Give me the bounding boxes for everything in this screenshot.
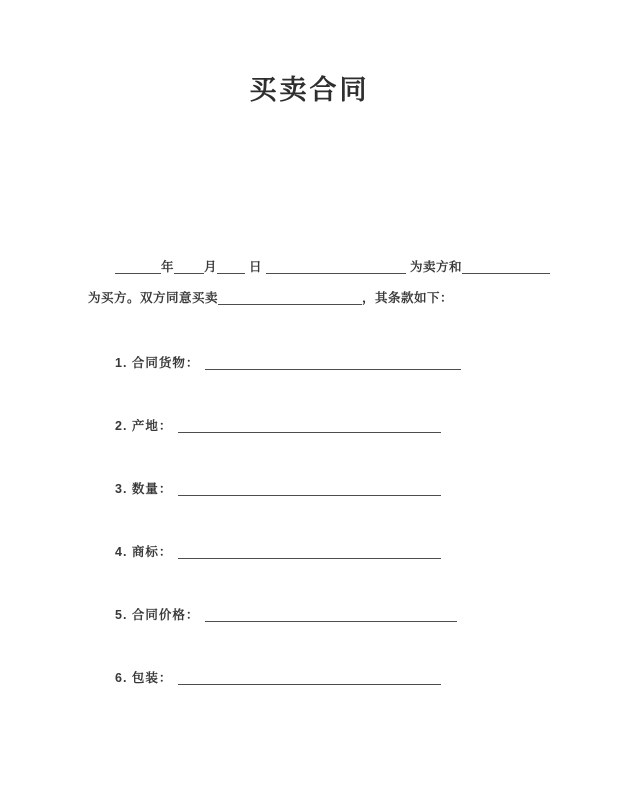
fill-in-blank — [178, 483, 441, 496]
fill-in-blank — [178, 420, 441, 433]
item-label: 5. 合同价格： — [115, 608, 200, 622]
fill-in-blank — [178, 546, 441, 559]
intro-text: 月 — [204, 260, 218, 274]
item-label: 1. 合同货物： — [115, 356, 200, 370]
intro-line-2 — [88, 283, 536, 314]
intro-text: ，其条款如下： — [362, 291, 454, 305]
fill-in-blank — [115, 261, 161, 274]
fill-in-blank — [205, 357, 461, 370]
fill-in-blank — [205, 609, 457, 622]
fill-in-blank — [174, 261, 204, 274]
fill-in-blank — [178, 672, 441, 685]
intro-text: 为卖方和 — [405, 260, 462, 274]
page-title: 买卖合同 — [249, 75, 370, 105]
contract-item-6 — [115, 671, 575, 686]
contract-item-3 — [115, 482, 575, 497]
intro-line-1 — [88, 252, 536, 283]
item-label: 4. 商标： — [115, 545, 173, 559]
contract-item-4 — [115, 545, 575, 560]
intro-text: 日 — [245, 260, 266, 274]
contract-items-list — [115, 356, 575, 734]
contract-item-2 — [115, 419, 575, 434]
fill-in-blank — [462, 261, 550, 274]
item-label: 3. 数量： — [115, 482, 173, 496]
item-label: 2. 产地： — [115, 419, 173, 433]
intro-paragraph — [88, 252, 536, 314]
item-label: 6. 包装： — [115, 671, 173, 685]
fill-in-blank — [218, 292, 362, 305]
fill-in-blank — [266, 261, 406, 274]
intro-text: 为买方。双方同意买卖 — [88, 291, 219, 305]
contract-item-5 — [115, 608, 575, 623]
intro-text: 年 — [161, 260, 175, 274]
contract-item-1 — [115, 356, 575, 371]
fill-in-blank — [217, 261, 245, 274]
